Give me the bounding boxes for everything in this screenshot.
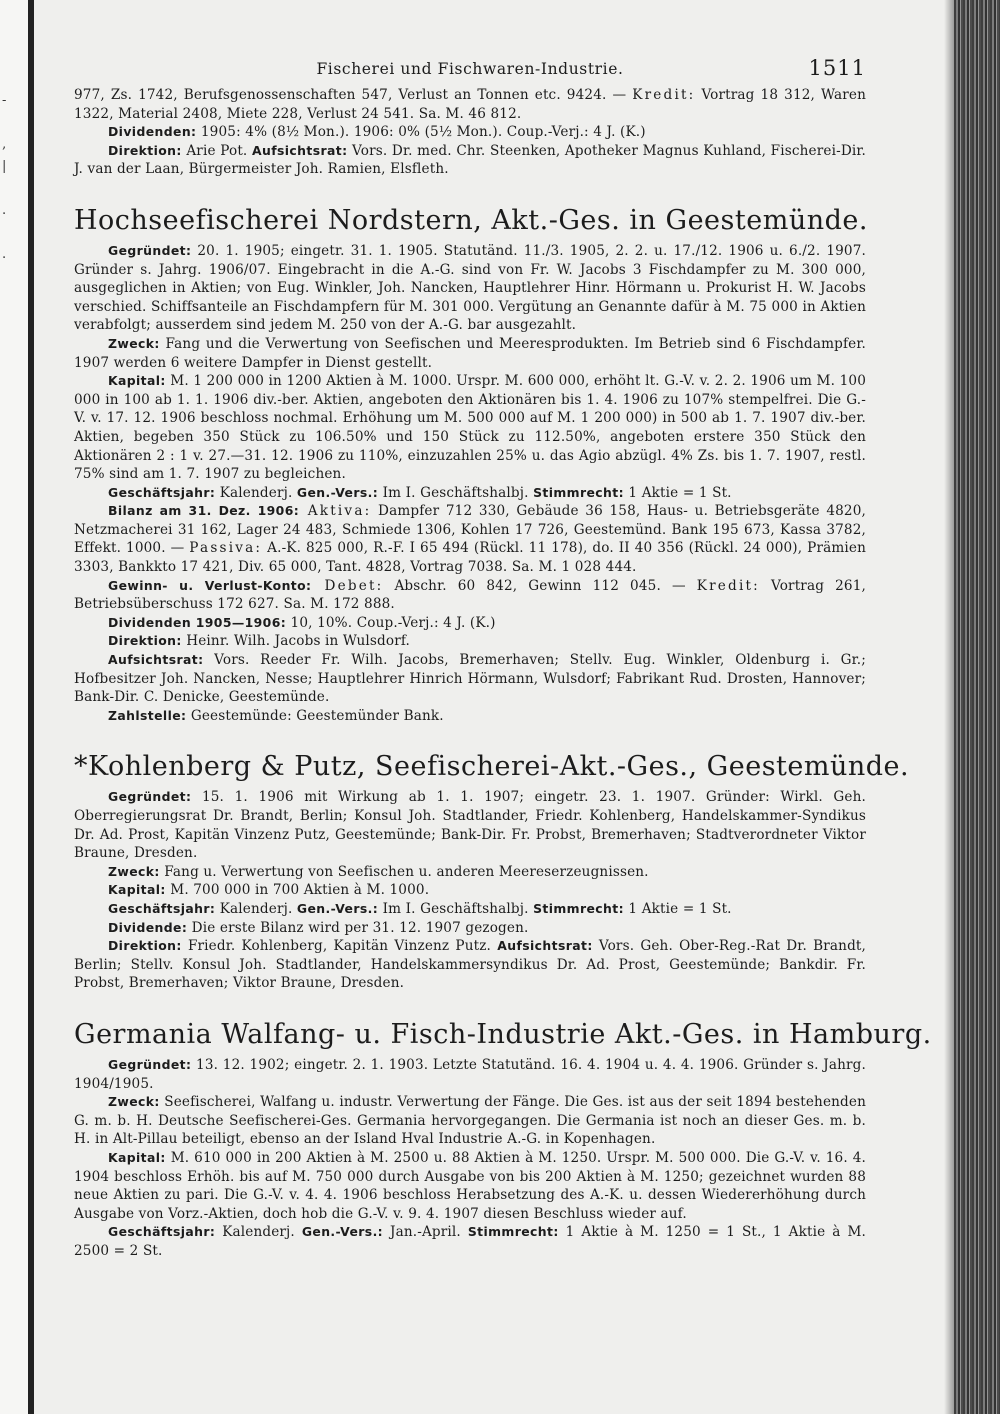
company-entry-nordstern [74, 205, 866, 725]
aufsichtsrat-para: Aufsichtsrat: Vors. Reeder Fr. Wilh. Jacobs, Bremerhaven; Stellv. Eug. Winkler, Oldenburg i. Gr.; Hofbesitzer Joh. Nancken, Nesse; Hauptlehrer Hinrich Hörmann, Wulsdorf; Fabrikant Rud. Drosten, Hannover; Bank-Dir. C. Denicke, Geestemünde. [74, 652, 866, 706]
right-binding-edge [954, 0, 1000, 1414]
geschaeftsjahr-para: Geschäftsjahr: Kalenderj. Gen.-Vers.: Im I. Geschäftshalbj. Stimmrecht: 1 Aktie = 1 St. [108, 484, 732, 501]
zweck-para: Zweck: Seefischerei, Walfang u. industr. Verwertung der Fänge. Die Ges. ist aus der seit 1894 bestehenden G. m. b. H. Deutsche Seefischerei-Ges. Germania hervorgegangen. Die Germania ist noch an dieser Ges. m. b. H. in Alt-Pillau beteiligt, ebenso an der Island Hval Industrie A.-G. in Kopenhagen. [74, 1094, 866, 1148]
document-page [74, 56, 932, 1260]
gegruendet-para: Gegründet: 15. 1. 1906 mit Wirkung ab 1. 1. 1907; eingetr. 23. 1. 1907. Gründer: Wirkl. Geh. Oberregierungsrat Dr. Brandt, Berlin; Konsul Joh. Stadtlander, Friedr. Kohlenberg, Handelskammer-Syndikus Dr. Ad. Prost, Kapitän Vinzenz Putz, Geestemünde; Bank-Dir. Fr. Probst, Bremerhaven; Stadtverordneter Viktor Braune, Dresden. [74, 789, 866, 862]
company-entry-germania [74, 1018, 932, 1261]
zweck-para: Zweck: Fang und die Verwertung von Seefischen und Meeresprodukten. Im Betrieb sind 6 Fischdampfer. 1907 werden 6 weitere Dampfer in Dienst gestellt. [74, 335, 866, 371]
running-title: Fischerei und Fischwaren-Industrie. [316, 60, 624, 78]
gegruendet-para: Gegründet: 13. 12. 1902; eingetr. 2. 1. 1903. Letzte Statutänd. 16. 4. 1904 u. 4. 4. 1906. Gründer s. Jahrg. 1904/1905. [74, 1056, 866, 1092]
direktion-para: Direktion: Heinr. Wilh. Jacobs in Wulsdorf. [108, 633, 411, 650]
dividende-para: Dividende: Die erste Bilanz wird per 31. 12. 1907 gezogen. [108, 919, 529, 936]
fragment-paragraph: 977, Zs. 1742, Berufsgenossenschaften 547, Verlust an Tonnen etc. 9424. — Kredit: Vortrag 18 312, Waren 1322, Material 2408, Miete 228, Verlust 24 541. Sa. M. 46 812. [74, 87, 866, 122]
page-number: 1511 [808, 56, 866, 80]
entry-title: *Kohlenberg & Putz, Seefischerei-Akt.-Ges., Geestemünde. [74, 751, 910, 783]
kapital-para: Kapital: M. 700 000 in 700 Aktien à M. 1000. [108, 882, 430, 899]
right-binding-shadow [944, 0, 954, 1414]
bilanz-para: Bilanz am 31. Dez. 1906: Aktiva: Dampfer 712 330, Gebäude 36 158, Haus- u. Betriebsgeräte 4820, Netzmacherei 31 162, Lager 24 483, Schmiede 1306, Kohlen 17 726, Geestemünd. Bank 195 673, Kassa 3782, Effekt. 1000. — Passiva: A.-K. 825 000, R.-F. I 65 494 (Rückl. 11 178), do. II 40 356 (Rückl. 24 000), Prämien 3303, Bankkto 17 421, Div. 65 000, Tant. 4828, Vortrag 7038. Sa. M. 1 028 444. [74, 503, 866, 576]
gegruendet-para: Gegründet: 20. 1. 1905; eingetr. 31. 1. 1905. Statutänd. 11./3. 1905, 2. 2. u. 17./12. 1906 u. 6./2. 1907. Gründer s. Jahrg. 1906/07. Eingebracht in die A.-G. sind von Fr. W. Jacobs 3 Fischdampfer zu M. 300 000, ausgeglichen in Aktien; von Eug. Winkler, Joh. Nancken, Hauptlehrer Hinr. Hörmann u. Prokurist H. W. Jacobs verschied. Schiffsanteile an Fischdampfern für M. 301 000. Vergütung an Genannte dafür à M. 75 000 in Aktien verabfolgt; ausserdem sind jedem M. 250 von der A.-G. bar ausgezahlt. [74, 242, 866, 334]
binding-rule [28, 0, 34, 1414]
entry-title: Germania Walfang- u. Fisch-Industrie Akt.-Ges. in Hamburg. [74, 1018, 932, 1050]
direktion-para: Direktion: Friedr. Kohlenberg, Kapitän Vinzenz Putz. Aufsichtsrat: Vors. Geh. Ober-Reg.-Rat Dr. Brandt, Berlin; Stellv. Konsul Joh. Stadtlander, Handelskammersyndikus Dr. Ad. Prost, Geestemünde; Bankdir. Fr. Probst, Bremerhaven; Viktor Braune, Dresden. [74, 938, 867, 992]
kapital-para: Kapital: M. 610 000 in 200 Aktien à M. 2500 u. 88 Aktien à M. 1250. Urspr. M. 500 000. Die G.-V. v. 16. 4. 1904 beschloss Erhöh. bis auf M. 750 000 durch Ausgabe von bis 200 Aktien à M. 1250; gezeichnet wurden 88 neue Aktien zu pari. Die G.-V. v. 4. 4. 1906 beschloss Herabsetzung des A.-K. u. dessen Wiedererhöhung durch Ausgabe von Vorz.-Aktien, doch hob die G.-V. v. 9. 4. 1907 diesen Beschluss wieder auf. [74, 1149, 866, 1222]
zahlstelle-para: Zahlstelle: Geestemünde: Geestemünder Bank. [108, 707, 444, 724]
company-entry-kohlenberg-putz [74, 751, 910, 993]
dividenden-para: Dividenden 1905—1906: 10, 10%. Coup.-Verj.: 4 J. (K.) [108, 614, 496, 631]
dividend-line: Dividenden: 1905: 4% (8½ Mon.). 1906: 0% (5½ Mon.). Coup.-Verj.: 4 J. (K.) [108, 124, 646, 141]
geschaeftsjahr-para: Geschäftsjahr: Kalenderj. Gen.-Vers.: Im I. Geschäftshalbj. Stimmrecht: 1 Aktie = 1 St. [108, 900, 732, 917]
running-header [74, 58, 866, 86]
margin-marks: - ‚ | . . [2, 93, 7, 262]
guv-para: Gewinn- u. Verlust-Konto: Debet: Abschr. 60 842, Gewinn 112 045. — Kredit: Vortrag 261, Betriebsüberschuss 172 627. Sa. M. 172 888. [74, 577, 866, 613]
kapital-para: Kapital: M. 1 200 000 in 1200 Aktien à M. 1000. Urspr. M. 600 000, erhöht lt. G.-V. v. 2. 2. 1906 um M. 100 000 in 100 ab 1. 1. 1906 div.-ber. Aktien, angeboten den Aktionären bis 1. 4. 1906 zu 107% stempelfrei. Die G.-V. v. 17. 12. 1906 beschloss nochmal. Erhöhung um M. 500 000 auf M. 1 200 000) in 500 ab 1. 7. 1907 div.-ber. Aktien, begeben 350 Stück zu 106.50% und 150 Stück zu 112.50%, angeboten erstere 350 Stück den Aktionären 2 : 1 v. 27.—31. 12. 1906 zu 110%, einzuzahlen 25% u. das Agio abzügl. 4% Zs. bis 1. 7. 1907, restl. 75% sind am 1. 7. 1907 zu begleichen. [74, 373, 866, 483]
left-binding-edge [0, 0, 34, 1414]
board-line: Direktion: Arie Pot. Aufsichtsrat: Vors. Dr. med. Chr. Steenken, Apotheker Magnus Kuhland, Fischerei-Dir. J. van der Laan, Bürgermeister Joh. Ramien, Elsfleth. [74, 142, 866, 178]
zweck-para: Zweck: Fang u. Verwertung von Seefischen u. anderen Meereserzeugnissen. [108, 863, 649, 880]
entry-title: Hochseefischerei Nordstern, Akt.-Ges. in Geestemünde. [74, 204, 868, 236]
geschaeftsjahr-para: Geschäftsjahr: Kalenderj. Gen.-Vers.: Jan.-April. Stimmrecht: 1 Aktie à M. 1250 = 1 St., 1 Aktie à M. 2500 = 2 St. [74, 1224, 866, 1259]
previous-entry-fragment [74, 86, 866, 179]
